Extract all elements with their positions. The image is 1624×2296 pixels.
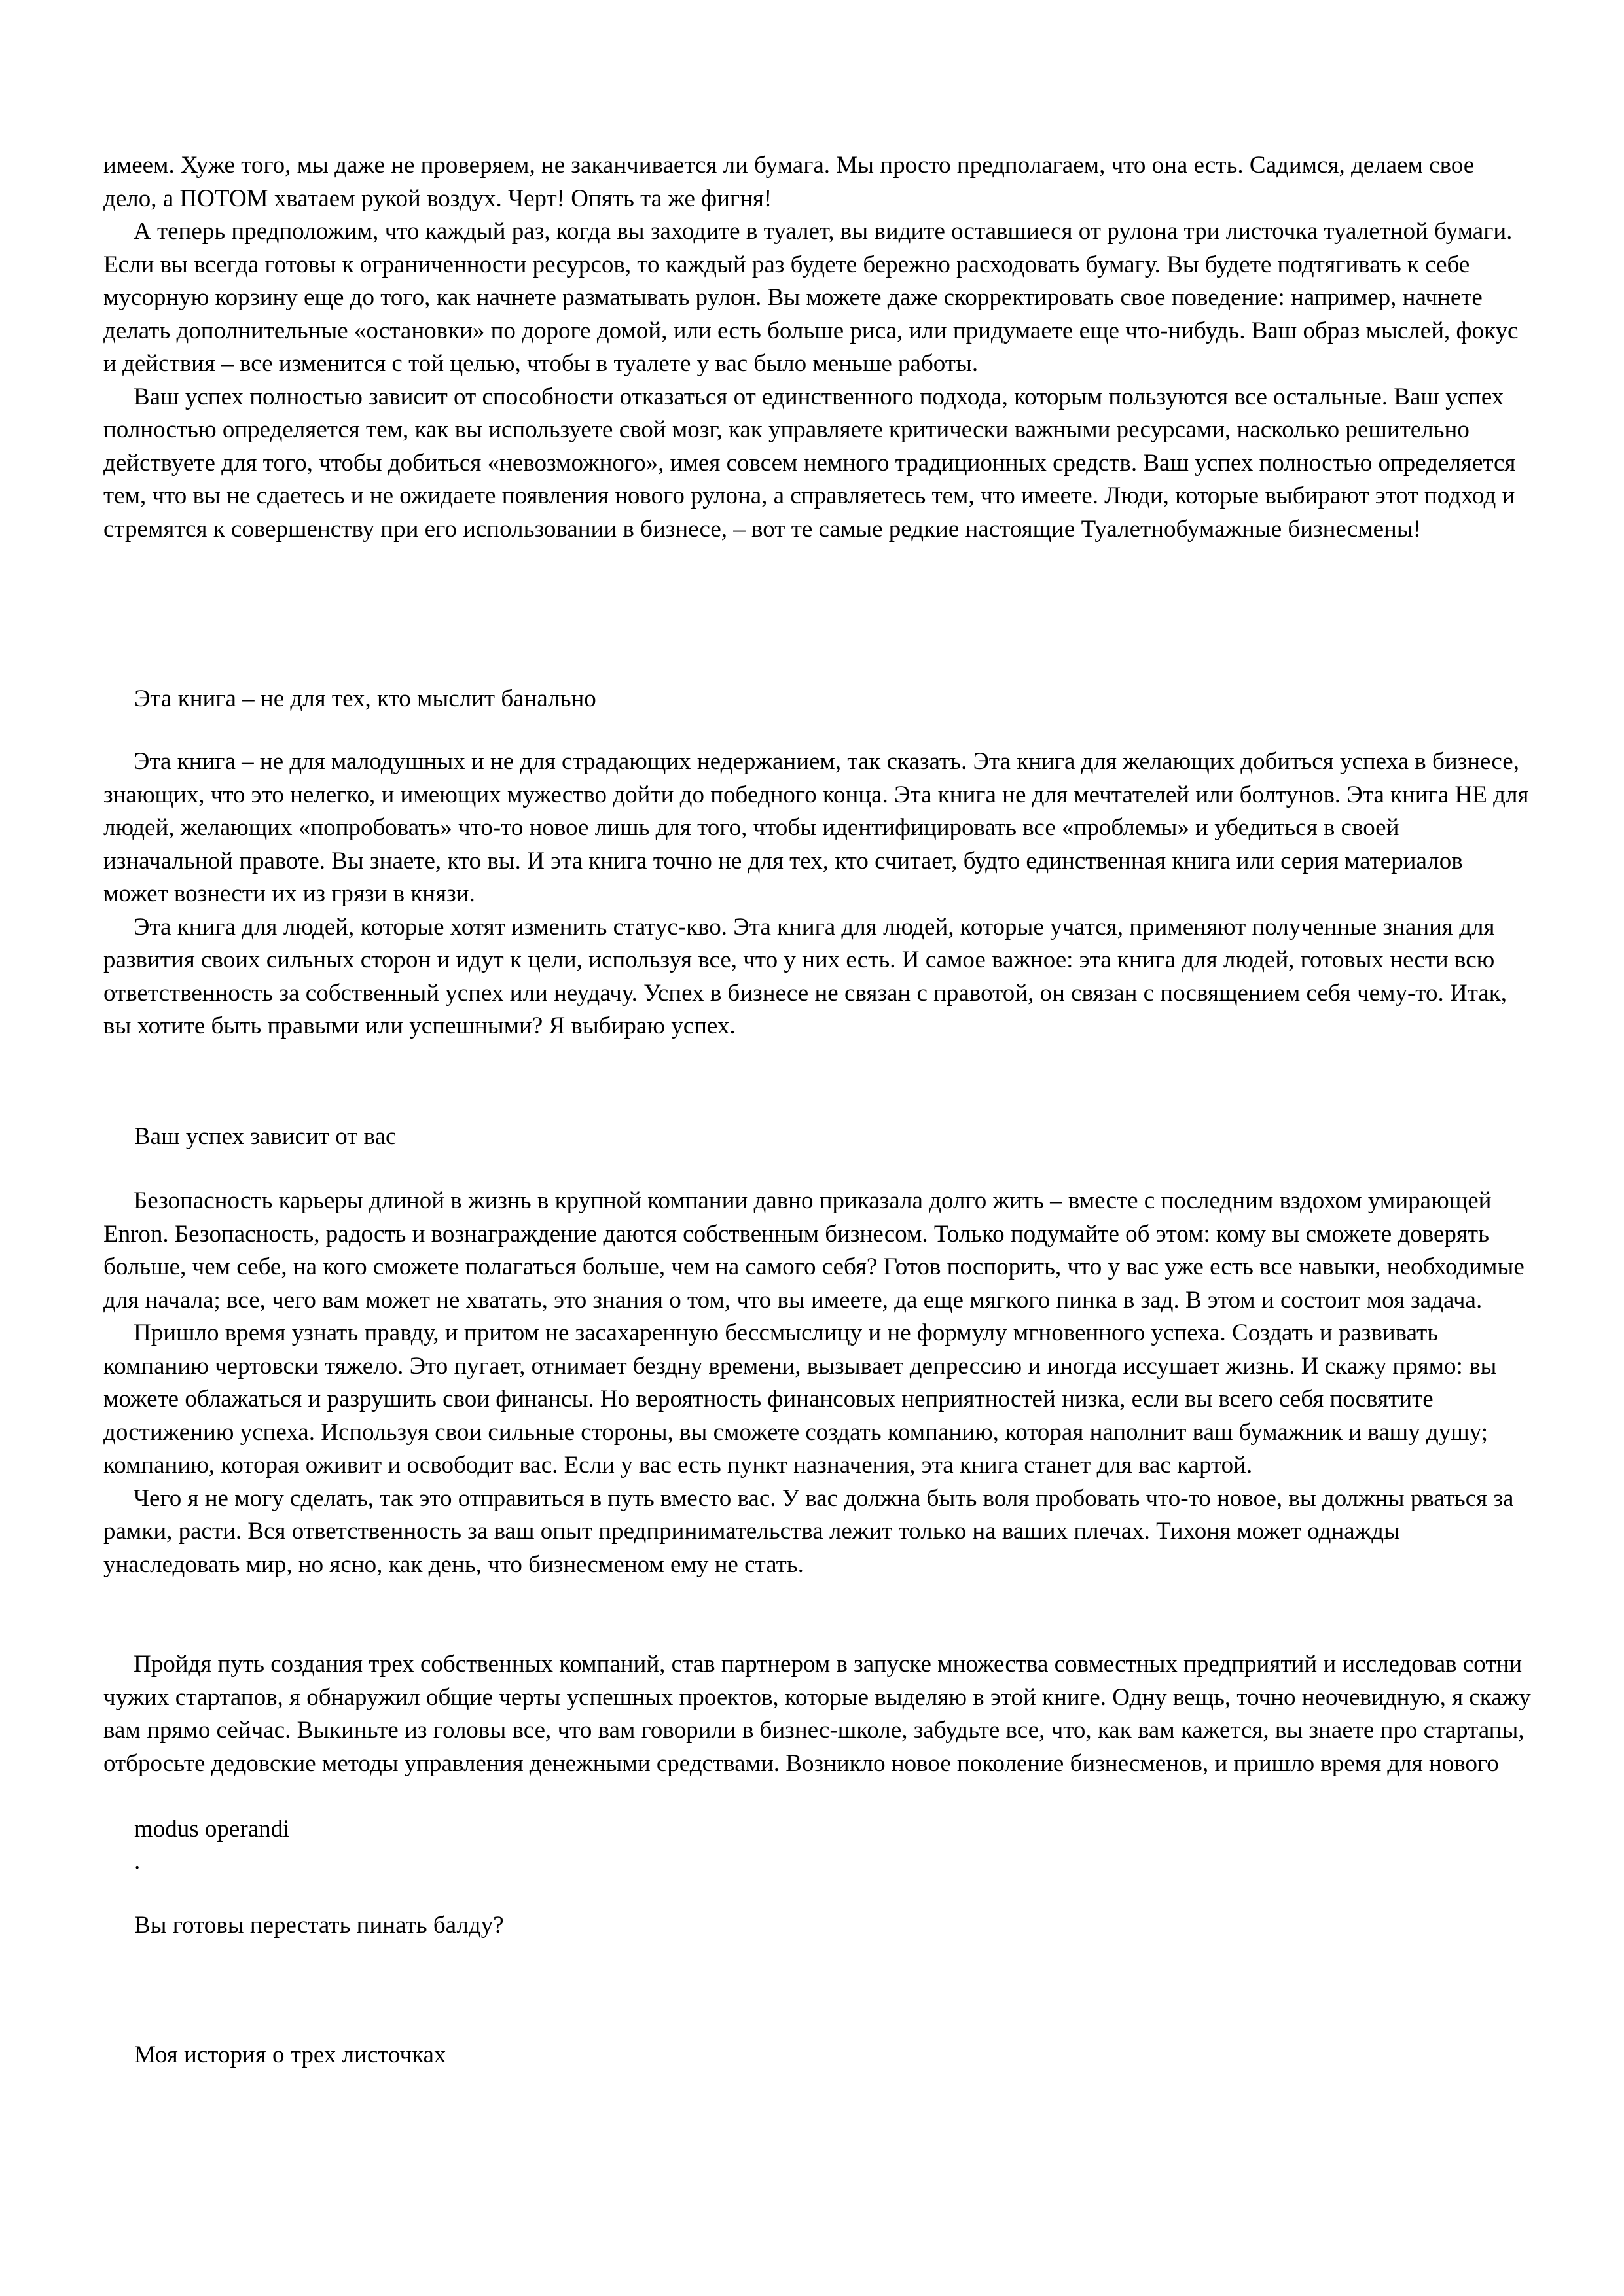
term-modus-operandi: modus operandi (134, 1816, 290, 1842)
success-paragraph-4: Пройдя путь создания трех собственных компаний, став партнером в запуске множества совместных предприятий и исследовав сотни чужих стартапов, я обнаружил общие черты успешных проектов, которые выделяю в этой книге. Одну вещь, точно неочевидную, я скажу вам прямо сейчас. Выкиньте из головы все, что вам говорили в бизнес-школе, забудьте все, что, как вам кажется, вы знаете про стартапы, отбросьте дедовские методы управления денежными средствами. Возникло новое поколение бизнесменов, и пришло время для нового (103, 1651, 1531, 1777)
heading-banal: Эта книга – не для тех, кто мыслит банально (134, 685, 596, 712)
question-line: Вы готовы перестать пинать балду? (134, 1912, 504, 1939)
success-paragraph-3: Чего я не могу сделать, так это отправиться в путь вместо вас. У вас должна быть воля пробовать что-то новое, вы должны рваться за рамки, расти. Вся ответственность за ваш опыт предпринимательства лежит только на ваших плечах. Тихоня может однажды унаследовать мир, но ясно, как день, что бизнесменом ему не стать. (103, 1484, 1514, 1578)
term-period: . (134, 1848, 141, 1874)
banal-section (103, 745, 1532, 1043)
intro-paragraph-1: имеем. Хуже того, мы даже не проверяем, не заканчивается ли бумага. Мы просто предполагаем, что она есть. Садимся, делаем свое дело, а ПОТОМ хватаем рукой воздух. Черт! Опять та же фигня! (103, 152, 1475, 212)
intro-paragraph-3: Ваш успех полностью зависит от способности отказаться от единственного подхода, которым пользуются все остальные. Ваш успех полностью определяется тем, как вы используете свой мозг, как управляете критически важными ресурсами, насколько решительно действуете для того, чтобы добиться «невозможного», имея совсем немного традиционных средств. Ваш успех полностью определяется тем, что вы не сдаетесь и не ожидаете появления нового рулона, а справляетесь тем, что имеете. Люди, которые выбирают этот подход и стремятся к совершенству при его использовании в бизнесе, – вот те самые редкие настоящие Туалетнобумажные бизнесмены! (103, 383, 1516, 543)
success-paragraph-1: Безопасность карьеры длиной в жизнь в крупной компании давно приказала долго жить – вместе с последним вздохом умирающей Enron. Безопасность, радость и вознаграждение даются собственным бизнесом. Только подумайте об этом: кому вы сможете доверять больше, чем себе, на кого сможете полагаться больше, чем на самого себя? Готов поспорить, что у вас уже есть все навыки, необходимые для начала; все, чего вам может не хватать, это знания о том, что вы имеете, да еще мягкого пинка в зад. В этом и состоит моя задача. (103, 1187, 1525, 1314)
success-section-closing (103, 1648, 1532, 1780)
success-section (103, 1185, 1532, 1581)
heading-success: Ваш успех зависит от вас (134, 1123, 397, 1150)
intro-section (103, 149, 1532, 546)
heading-story: Моя история о трех листочках (134, 2041, 446, 2068)
banal-paragraph-2: Эта книга для людей, которые хотят изменить статус-кво. Эта книга для людей, которые учатся, применяют полученные знания для развития своих сильных сторон и идут к цели, используя все, что у них есть. И самое важное: эта книга для людей, готовых нести всю ответственность за собственный успех или неудачу. Успех в бизнесе не связан с правотой, он связан с посвящением себя чему-то. Итак, вы хотите быть правыми или успешными? Я выбираю успех. (103, 913, 1507, 1039)
banal-paragraph-1: Эта книга – не для малодушных и не для страдающих недержанием, так сказать. Эта книга для желающих добиться успеха в бизнесе, знающих, что это нелегко, и имеющих мужество дойти до победного конца. Эта книга не для мечтателей или болтунов. Эта книга НЕ для людей, желающих «попробовать» что-то новое лишь для того, чтобы идентифицировать все «проблемы» и убедиться в своей изначальной правоте. Вы знаете, кто вы. И эта книга точно не для тех, кто считает, будто единственная книга или серия материалов может вознести их из грязи в князи. (103, 748, 1529, 907)
success-paragraph-2: Пришло время узнать правду, и притом не засахаренную бессмыслицу и не формулу мгновенного успеха. Создать и развивать компанию чертовски тяжело. Это пугает, отнимает бездну времени, вызывает депрессию и иногда иссушает жизнь. И скажу прямо: вы можете облажаться и разрушить свои финансы. Но вероятность финансовых неприятностей низка, если вы всего себя посвятите достижению успеха. Используя свои сильные стороны, вы сможете создать компанию, которая наполнит ваш бумажник и вашу душу; компанию, которая оживит и освободит вас. Если у вас есть пункт назначения, эта книга станет для вас картой. (103, 1319, 1497, 1479)
intro-paragraph-2: А теперь предположим, что каждый раз, когда вы заходите в туалет, вы видите оставшиеся от рулона три листочка туалетной бумаги. Если вы всегда готовы к ограниченности ресурсов, то каждый раз будете бережно расходовать бумагу. Вы будете подтягивать к себе мусорную корзину еще до того, как начнете разматывать рулон. Вы можете даже скорректировать свое поведение: например, начнете делать дополнительные «остановки» по дороге домой, или есть больше риса, или придумаете еще что-нибудь. Ваш образ мыслей, фокус и действия – все изменится с той целью, чтобы в туалете у вас было меньше работы. (103, 218, 1519, 377)
